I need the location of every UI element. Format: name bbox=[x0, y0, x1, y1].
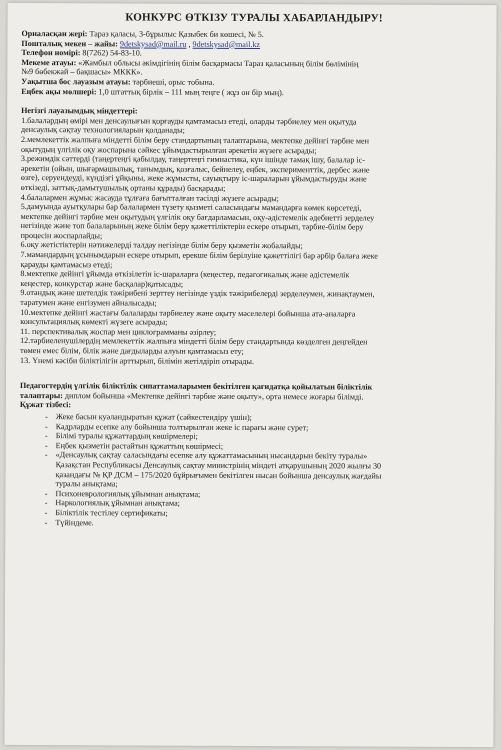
address-value: Тараз қаласы, 3-бұрылыс Қазыбек би көшесі, № 5. bbox=[87, 29, 264, 40]
duty-line: өзге), серуендеуді, күндізгі ұйқыны, жеке жұмысты, сауықтыру іс-шараларын ұйымдастыруды және bbox=[20, 173, 367, 184]
duty-line: 4.балалармен жұмыс жасауда тұлғаға бағытталған тәсілді жүзеге асырады; bbox=[20, 192, 279, 203]
announcement-sheet bbox=[4, 3, 496, 747]
list-dash bbox=[20, 460, 56, 470]
duty-line: 8.мектепке дейінгі ұйымда өткізілетін іс-шараларға (кеңестер, педагогикалық және әдістемелік bbox=[20, 269, 350, 280]
duty-line: 2.мемлекеттік жалпыға міндетті білім беру стандартының талаптарына, мектепке дейінгі тәрбие мен bbox=[21, 134, 369, 146]
list-dash: - bbox=[44, 440, 48, 450]
email-link-2[interactable]: 9detskysad@mail.kz bbox=[192, 39, 261, 49]
list-dash: - bbox=[44, 508, 48, 518]
email-separator: , bbox=[186, 39, 193, 49]
document-text: Психоневрологиялық ұйымнан анықтама; bbox=[55, 488, 201, 499]
duty-line: 13. Үнемі кәсіби біліктілігін арттырып, білімін жетілдіріп отырады. bbox=[20, 355, 255, 366]
phone-value: 8(7262) 54-83-10. bbox=[80, 48, 142, 58]
duty-line: консультациялық көмекті жүзеге асырады; bbox=[20, 317, 168, 327]
duty-line: 1.балалардың өмірі мен денсаулығын қорғауды қамтамасыз етеді, оларды тәрбиелеу мен оқытуда bbox=[21, 115, 357, 127]
document-text: Қазақстан Республикасы Денсаулық сақтау министрінің міндеті атқарушының 2020 жылғы 30 bbox=[55, 460, 382, 471]
document-text: Жеке басын куәландыратын құжат (сәйкестендіру үшін); bbox=[55, 412, 252, 422]
document-item bbox=[19, 517, 484, 529]
phone-label: Телефон номірі: bbox=[21, 48, 81, 58]
duty-line: 11. перспективалық жоспар мен циклограмманы әзірлеу; bbox=[20, 326, 217, 337]
email-link-1[interactable]: 9detskysad@mail.ru bbox=[119, 39, 187, 49]
page-title: КОНКУРС ӨТКІЗУ ТУРАЛЫ ХАБАРЛАНДЫРУ! bbox=[125, 11, 383, 25]
duty-line: 6.оқу жетістіктерін нәтижелерді талдау негізінде білім беру қызметін жобалайды; bbox=[20, 240, 303, 251]
duty-line: 10.мектепке дейінгі жастағы балаларды тәрбиелеу және оқыту мәселелері бойынша ата-аналарға bbox=[20, 307, 356, 319]
duty-line: 3.режимдік сәттерді (таңертеңгі қабылдау, таңертеңгі гимнастика, күн ішінде тамақ ішу, балалар іс- bbox=[20, 154, 365, 165]
list-dash bbox=[20, 470, 56, 480]
document-text: Түйіндеме. bbox=[55, 517, 94, 527]
salary-value: 1,0 штаттық бірлік – 111 мың теңге ( жұз он бір мың). bbox=[96, 86, 284, 97]
document-text: қазандағы № ҚР ДСМ – 175/2020 бұйрығымен бекітілген нысан бойынша денсаулық жағдайы bbox=[55, 469, 382, 481]
document-text: Білімі туралы құжаттардың көшірмелері; bbox=[55, 431, 198, 441]
duty-line: таратумен және енгізумен айналысады; bbox=[20, 298, 157, 308]
documents-list bbox=[19, 412, 484, 529]
list-dash: - bbox=[45, 412, 48, 422]
document-text: Еңбек қызметін растайтын құжаттың көшірмесі; bbox=[55, 440, 224, 451]
duty-line: 9.отандық және шетелдік тәжірибені зерттеу негізінде үздік тәжірибелерді зерделеумен, жинақтаумен, bbox=[20, 288, 375, 299]
duties-list bbox=[20, 116, 486, 367]
duty-line: қарауды қамтамасыз етеді; bbox=[20, 259, 113, 270]
duty-line: кеңестер, конкурстар және басқалар)қатысады; bbox=[20, 278, 184, 289]
duty-line: 12.тәрбиеленушілердің мемлекеттік жалпыға міндетті білім беру стандартында көзделген деңгейден bbox=[20, 336, 368, 347]
document-text: Наркологиялық ұйымнан анықтама; bbox=[55, 498, 180, 509]
duty-line: 5.дамуында ауытқулары бар балалармен түзету қызметі саласындағы мамандарға көмек көрсетеді, bbox=[20, 202, 362, 213]
document-text: Біліктілік тестілеу сертификаты; bbox=[55, 508, 168, 518]
duty-line: әрекетін (ойын, шығармашылық, танымдық, қозғалыс, бейнелеу, еңбек, эксперименттік, дербес және bbox=[20, 163, 370, 175]
org-line-2: №9 бөбекжай – бақшасы» МККК». bbox=[21, 67, 143, 77]
list-dash: - bbox=[44, 488, 48, 498]
duty-line: денсаулық сақтау технологияларын қолданады; bbox=[21, 125, 185, 136]
list-dash bbox=[20, 479, 56, 489]
document-text: «Денсаулық сақтау саласындағы есепке алу құжаттамасының нысандарын бекіту туралы» bbox=[55, 450, 368, 461]
document-text: Кадрларды есепке алу бойынша толтырылған жеке іс парағы және сурет; bbox=[55, 421, 309, 432]
email-label: Пошталық мекен – жайы: bbox=[21, 38, 118, 49]
vacancy-value: тәрбиеші, орыс тобына. bbox=[130, 77, 215, 87]
org-label: Мекеме атауы: bbox=[21, 57, 77, 68]
requirements-block bbox=[20, 381, 485, 412]
list-dash: - bbox=[45, 421, 48, 431]
header-block bbox=[21, 29, 486, 98]
duty-line: негізінде және топ балаларының жеке білім беру қажеттіліктерін ескере отырып, тәрбие-білім беру bbox=[20, 221, 364, 232]
duty-line: төмен емес білім, білік және дағдыларды алуын қамтамасыз ету; bbox=[20, 345, 244, 356]
list-dash: - bbox=[44, 517, 48, 527]
requirements-label: талаптары: bbox=[19, 390, 63, 400]
list-dash: - bbox=[44, 450, 48, 460]
documents-heading: Құжат тізбесі: bbox=[19, 400, 72, 410]
list-dash: - bbox=[44, 498, 48, 508]
duties-heading: Негізгі лауазымдық міндеттері: bbox=[21, 106, 138, 116]
salary-label: Еңбек ақы мөлшері: bbox=[21, 86, 97, 96]
requirements-heading: Педагогтердің үлгілік біліктілік сипаттамаларымен бекітілген қағидатқа қойылатын біліктілік bbox=[19, 381, 373, 392]
address-label: Орналасқан жері: bbox=[21, 28, 88, 39]
duty-line: 7.мамандардың ұсынымдарын ескере отырып, ерекше білім берілуіне қажеттілігі бар әрбір балаға жеке bbox=[20, 250, 378, 261]
requirements-text: диплом бойынша «Мектепке дейінгі тәрбие және оқыту», орта немесе жоғары білімді. bbox=[62, 390, 364, 402]
duty-line: мектепке дейінгі тәрбие мен оқытудың үлгілік оқу бағдарламасын, оқу-әдістемелік әдебиетті зерделеу bbox=[20, 211, 375, 223]
duty-line: процесін жоспарлайды; bbox=[20, 230, 103, 241]
duty-line: өткізеді, заттық-дамытушылық ортаны құрады) басқарады; bbox=[20, 182, 226, 193]
list-dash: - bbox=[45, 431, 48, 441]
document-text: туралы анықтама; bbox=[55, 479, 118, 489]
duty-line: оқытудың үлгілік оқу жоспарына сәйкес ұйымдастырылған әрекетін жүзеге асырады; bbox=[20, 144, 317, 155]
org-value-1: «Жамбыл облысы әкімдігінің білім басқармасы Тараз қаласының білім бөлімінің bbox=[76, 58, 359, 69]
vacancy-label: Уақытша бос лауазым атауы: bbox=[21, 76, 131, 87]
